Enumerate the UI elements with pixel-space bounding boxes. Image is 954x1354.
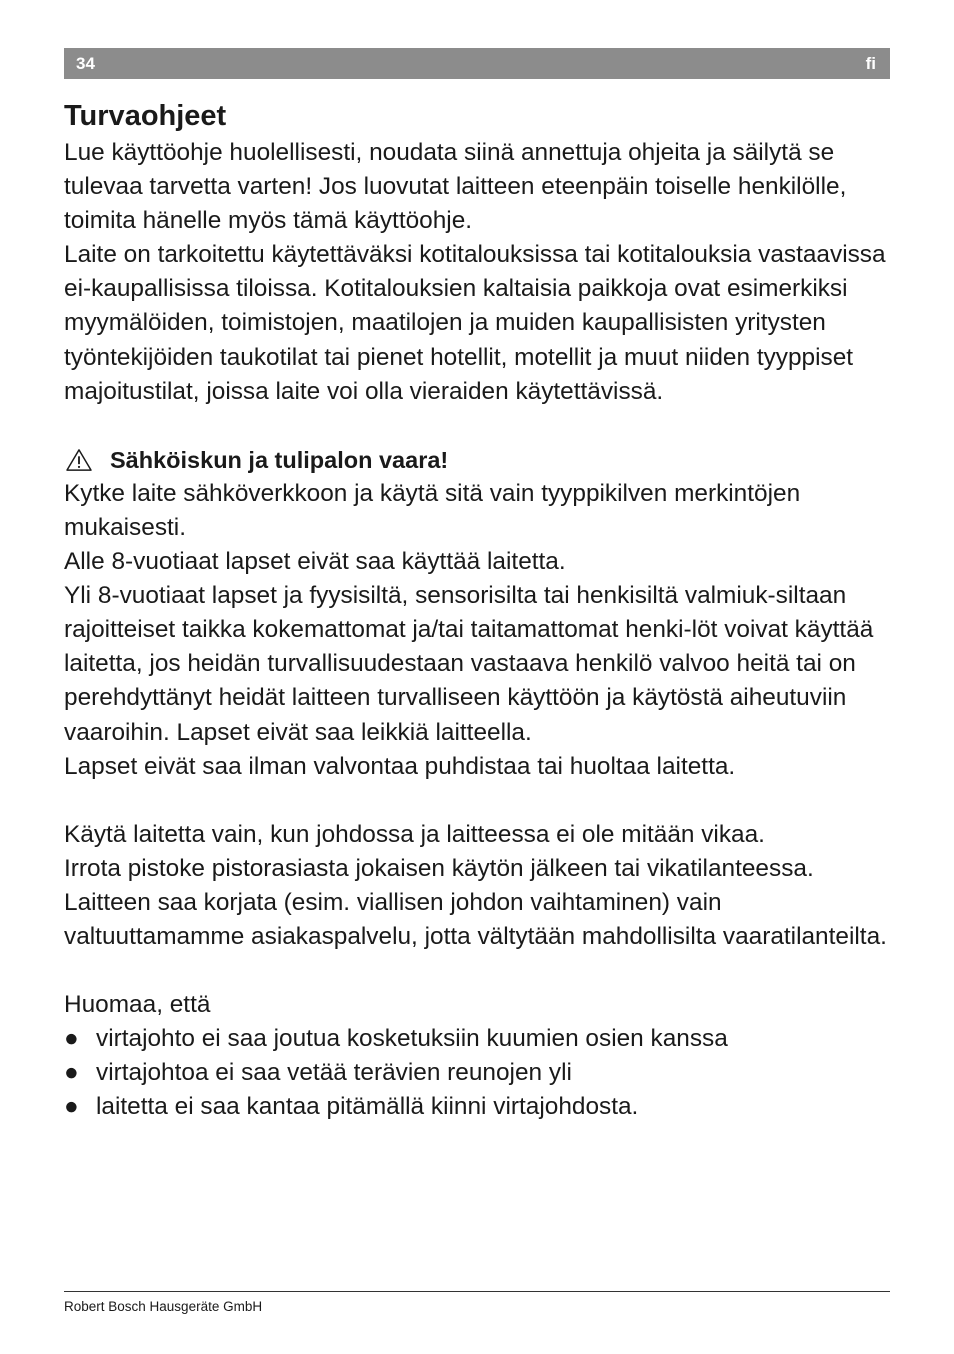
warning-paragraph: Lapset eivät saa ilman valvontaa puhdistaa tai huoltaa laitetta. — [64, 752, 736, 780]
bullet-icon: ● — [64, 1059, 79, 1087]
page-number: 34 — [76, 54, 95, 73]
spacer — [64, 409, 894, 443]
warning-paragraph: Alle 8-vuotiaat lapset eivät saa käyttää laitetta. — [64, 548, 566, 576]
section-title: Turvaohjeet — [64, 100, 227, 132]
warning-heading — [64, 443, 894, 477]
footer-company: Robert Bosch Hausgeräte GmbH — [64, 1299, 263, 1314]
warning-triangle-icon — [64, 448, 94, 472]
language-code: fi — [865, 54, 876, 73]
list-item-text: virtajohto ei saa joutua kosketuksiin kuumien osien kanssa — [96, 1025, 728, 1053]
document-content — [64, 96, 894, 1124]
warning-paragraph: Kytke laite sähköverkkoon ja käytä sitä vain tyyppikilven merkintöjen mukaisesti. — [64, 479, 801, 541]
list-item — [64, 1090, 894, 1124]
footer-divider — [64, 1291, 890, 1292]
list-item — [64, 1022, 894, 1056]
note-intro: Huomaa, että — [64, 991, 211, 1019]
spacer — [64, 784, 894, 818]
warning-paragraph: Yli 8-vuotiaat lapset ja fyysisiltä, sensorisilta tai henkisiltä valmiuk-siltaan rajoitteiset taikka kokemattomat ja/tai taitamattomat henki-löt voivat käyttää laitetta, jos heidän turvallisuudestaan vastaava henkilö valvoo heitä tai on perehdyttänyt heidät laitteen turvalliseen käyttöön ja käytöstä aiheutuviin vaaroihin. Lapset eivät saa leikkiä laitteella. — [64, 582, 874, 746]
spacer — [64, 954, 894, 988]
list-item — [64, 1056, 894, 1090]
warning-title: Sähköiskun ja tulipalon vaara! — [110, 446, 449, 473]
intro-paragraph: Laite on tarkoitettu käytettäväksi kotitalouksissa tai kotitalouksia vastaavissa ei-kaupallisissa tiloissa. Kotitalouksien kaltaisia paikkoja ovat esimerkiksi myymälöiden, toimistojen, maatilojen ja muiden kaupallisisten yritysten työntekijöiden taukotilat tai pienet hotellit, motellit ja muut niiden tyyppiset majoitustilat, joissa laite voi olla vieraiden käytettävissä. — [64, 241, 886, 405]
intro-paragraph: Lue käyttöohje huolellisesti, noudata siinä annettuja ohjeita ja säilytä se tulevaa tarvetta varten! Jos luovutat laitteen eteenpäin toiselle henkilölle, toimita hänelle myös tämä käyttöohje. — [64, 139, 847, 235]
usage-paragraph: Laitteen saa korjata (esim. viallisen johdon vaihtaminen) vain valtuuttamamme asiakaspalvelu, jotta vältytään mahdollisilta vaaratilanteilta. — [64, 888, 887, 950]
list-item-text: laitetta ei saa kantaa pitämällä kiinni virtajohdosta. — [96, 1093, 639, 1121]
bullet-icon: ● — [64, 1025, 79, 1053]
bullet-icon: ● — [64, 1093, 79, 1121]
usage-paragraph: Käytä laitetta vain, kun johdossa ja laitteessa ei ole mitään vikaa. — [64, 820, 765, 848]
list-item-text: virtajohtoa ei saa vetää terävien reunojen yli — [96, 1059, 572, 1087]
usage-paragraph: Irrota pistoke pistorasiasta jokaisen käytön jälkeen tai vikatilanteessa. — [64, 854, 814, 882]
page-header-bar — [64, 48, 890, 79]
